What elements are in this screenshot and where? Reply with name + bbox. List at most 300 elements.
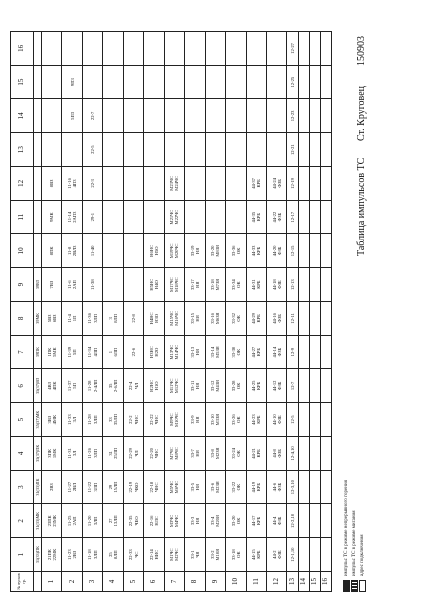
table-cell bbox=[123, 200, 143, 234]
table-row bbox=[226, 32, 246, 592]
table-cell bbox=[205, 32, 225, 66]
table-cell: 11-40 bbox=[82, 234, 102, 268]
column-header: 7 bbox=[11, 335, 34, 369]
table-cell: 11-6 2АП bbox=[62, 268, 82, 302]
table-cell bbox=[266, 32, 286, 66]
table-cell: 12-11 bbox=[287, 302, 298, 336]
table-cell bbox=[42, 133, 62, 167]
row-number: 7 bbox=[164, 572, 184, 592]
column-header: 6 bbox=[11, 369, 34, 403]
table-cell bbox=[226, 32, 246, 66]
table-cell: М9ЧС М10ЧС bbox=[164, 403, 184, 437]
table-cell bbox=[103, 99, 123, 133]
table-cell bbox=[205, 133, 225, 167]
table-cell bbox=[42, 99, 62, 133]
column-header: 10 bbox=[11, 234, 34, 268]
table-cell: Н2НС Н1О bbox=[144, 369, 164, 403]
table-cell: 33-14 М5ЗЯ bbox=[205, 335, 225, 369]
table-cell: 3ПК 1МК bbox=[42, 437, 62, 471]
table-cell bbox=[320, 504, 331, 538]
table-cell: 33-13 НЯ bbox=[185, 335, 205, 369]
table-cell: 11-16 4П3 bbox=[62, 167, 82, 201]
table-cell: 33-6 М2ЗЯ bbox=[205, 470, 225, 504]
table-cell: 33-3 НЯ bbox=[185, 504, 205, 538]
table-cell: 11-38 bbox=[82, 268, 102, 302]
table-cell: 12-7 bbox=[287, 369, 298, 403]
table-cell: 44-19 КРБ bbox=[246, 470, 266, 504]
table-cell bbox=[320, 234, 331, 268]
table-cell bbox=[320, 335, 331, 369]
table-cell: 27 13ЛП bbox=[103, 504, 123, 538]
table-cell: 44-29 КРБ bbox=[246, 302, 266, 336]
table-cell bbox=[42, 65, 62, 99]
subheader-cell: 39ВЗ bbox=[34, 268, 42, 302]
table-cell bbox=[246, 65, 266, 99]
legend-text: адрес подключения bbox=[359, 534, 365, 576]
table-cell bbox=[298, 200, 309, 234]
table-cell: 12-23 bbox=[287, 99, 298, 133]
table-cell: М1ЧС М2ЧС bbox=[164, 538, 184, 572]
table-cell bbox=[246, 99, 266, 133]
table-cell: 22-5 bbox=[82, 133, 102, 167]
table-cell: 23ПК 23МК bbox=[42, 504, 62, 538]
table-cell bbox=[309, 335, 320, 369]
table-cell bbox=[320, 99, 331, 133]
table-cell bbox=[298, 234, 309, 268]
legend-swatch bbox=[359, 580, 366, 592]
table-cell bbox=[320, 32, 331, 66]
table-cell bbox=[185, 167, 205, 201]
table-cell: 33-18 М7ЗЯ bbox=[205, 268, 225, 302]
table-cell: 33-2 М10Я bbox=[205, 538, 225, 572]
table-cell bbox=[298, 133, 309, 167]
table-cell: 22-3 bbox=[82, 167, 102, 201]
table-cell: 9МК bbox=[42, 200, 62, 234]
table-cell bbox=[309, 302, 320, 336]
table-cell: 5П3 bbox=[62, 99, 82, 133]
subheader-cell bbox=[34, 65, 42, 99]
table-cell bbox=[309, 167, 320, 201]
table-cell: 8ПК bbox=[42, 234, 62, 268]
table-cell bbox=[309, 234, 320, 268]
subheader-cell bbox=[34, 200, 42, 234]
table-row bbox=[298, 32, 309, 592]
table-cell bbox=[185, 200, 205, 234]
table-cell: М23ЧС М24ЧС bbox=[164, 167, 184, 201]
table-cell: 33-12 М4ЗЯ bbox=[205, 369, 225, 403]
table-cell: 12-27 bbox=[287, 32, 298, 66]
table-cell bbox=[246, 133, 266, 167]
table-cell: 11-27 2ВЛ bbox=[62, 470, 82, 504]
row-number: 6 bbox=[144, 572, 164, 592]
table-cell: 11-4 1П bbox=[62, 302, 82, 336]
table-row bbox=[123, 32, 143, 592]
table-cell bbox=[298, 167, 309, 201]
table-cell bbox=[103, 268, 123, 302]
table-cell bbox=[226, 99, 246, 133]
table-cell bbox=[103, 133, 123, 167]
column-header: 1 bbox=[11, 538, 34, 572]
subheader-cell: 31(33)МК bbox=[34, 504, 42, 538]
table-cell: 11-33 3Л bbox=[62, 403, 82, 437]
row-number: 12 bbox=[266, 572, 286, 592]
table-cell: 11-39 5П bbox=[62, 335, 82, 369]
table-cell: 12-19 bbox=[287, 167, 298, 201]
table-cell: 22-16 НЛС bbox=[144, 504, 164, 538]
table-cell: 33-22 ОК bbox=[226, 470, 246, 504]
table-cell: 33-34 ОК bbox=[226, 268, 246, 302]
table-cell: 44-10 ФЗБ bbox=[266, 403, 286, 437]
impulse-table bbox=[10, 31, 332, 592]
table-cell: 22-33 ЧС bbox=[123, 538, 143, 572]
table-cell bbox=[205, 167, 225, 201]
table-cell: 33-20 М8ЗЯ bbox=[205, 234, 225, 268]
table-cell: 22-4 ЧЛ bbox=[123, 369, 143, 403]
table-cell bbox=[144, 32, 164, 66]
column-header: 9 bbox=[11, 268, 34, 302]
table-cell bbox=[123, 268, 143, 302]
table-cell bbox=[103, 65, 123, 99]
table-cell: 8ВЗ bbox=[42, 167, 62, 201]
table-row bbox=[82, 32, 102, 592]
table-cell: 33-8 М2ЗЯ bbox=[205, 437, 225, 471]
table-cell bbox=[298, 335, 309, 369]
table-cell bbox=[144, 65, 164, 99]
column-header: 4 bbox=[11, 437, 34, 471]
table-cell: 33-26 ОК bbox=[226, 403, 246, 437]
table-cell bbox=[320, 200, 331, 234]
table-cell: 11-31 3Л bbox=[62, 437, 82, 471]
column-header-row bbox=[11, 32, 34, 592]
table-cell: 22-8 bbox=[123, 302, 143, 336]
table-cell: 3ВЗ 4МК bbox=[42, 403, 62, 437]
table-cell bbox=[144, 200, 164, 234]
subheader-cell bbox=[34, 32, 42, 66]
table-cell bbox=[309, 504, 320, 538]
column-header: 13 bbox=[11, 133, 34, 167]
table-cell: 4ВЗ 4ПК bbox=[42, 369, 62, 403]
table-cell bbox=[309, 369, 320, 403]
table-cell: 22-7 bbox=[82, 99, 102, 133]
table-row bbox=[62, 32, 82, 592]
table-cell: 33-4 М20Я bbox=[205, 504, 225, 538]
table-cell: М19ЧС М20ЧС bbox=[164, 234, 184, 268]
legend bbox=[342, 332, 366, 592]
table-cell: 22-19 ЧКО bbox=[123, 470, 143, 504]
row-number: 1 bbox=[42, 572, 62, 592]
legend-entry bbox=[342, 332, 350, 592]
table-cell: 12-25 bbox=[287, 65, 298, 99]
table-cell: 44-18 ФЗБ bbox=[266, 268, 286, 302]
table-cell: Н5НС Н4О bbox=[144, 268, 164, 302]
legend-entry bbox=[358, 332, 366, 592]
table-cell: 12-5 bbox=[287, 403, 298, 437]
table-cell bbox=[320, 437, 331, 471]
table-cell bbox=[103, 32, 123, 66]
table-cell: М7ЧС М8ЧС bbox=[164, 437, 184, 471]
table-cell: 11-25 2АП bbox=[62, 504, 82, 538]
table-cell: 12-9 bbox=[287, 335, 298, 369]
corner-header: № пусков гр. bbox=[11, 572, 34, 592]
table-cell bbox=[309, 470, 320, 504]
table-cell: 11-20 3ЛП bbox=[82, 504, 102, 538]
table-cell bbox=[226, 133, 246, 167]
table-cell: 33 35ЛП bbox=[103, 403, 123, 437]
table-cell bbox=[298, 538, 309, 572]
row-number: 11 bbox=[246, 572, 266, 592]
table-cell: 33-30 ОК bbox=[226, 335, 246, 369]
row-number: 10 bbox=[226, 572, 246, 592]
table-cell: 22-6 bbox=[123, 335, 143, 369]
table-cell bbox=[298, 403, 309, 437]
table-cell: М15ЧС М16ЧС bbox=[164, 302, 184, 336]
table-row bbox=[144, 32, 164, 592]
table-cell: М13ЧС М14ЧС bbox=[164, 335, 184, 369]
table-cell: 33-28 ОК bbox=[226, 369, 246, 403]
table-cell bbox=[123, 32, 143, 66]
table-cell bbox=[309, 437, 320, 471]
subheader-cell: 31(33)ПК bbox=[34, 470, 42, 504]
table-cell bbox=[123, 99, 143, 133]
table-cell: 11-26 3ЛП bbox=[82, 437, 102, 471]
table-cell bbox=[309, 32, 320, 66]
table-cell: М21ЧС М22ЧС bbox=[164, 200, 184, 234]
table-row bbox=[309, 32, 320, 592]
table-cell: 11-18 3ЛП bbox=[82, 538, 102, 572]
table-cell: 5ВЗ 6ВЗ bbox=[42, 302, 62, 336]
table-cell: 22-35 ЧЕО bbox=[123, 504, 143, 538]
table-cell: 11-23 2ВЗ bbox=[62, 538, 82, 572]
table-cell: 11-36 3ЛП bbox=[82, 302, 102, 336]
table-cell bbox=[246, 32, 266, 66]
table-cell: 33-9 НЯ bbox=[185, 403, 205, 437]
table-cell bbox=[164, 32, 184, 66]
table-cell: 33-11 НЯ bbox=[185, 369, 205, 403]
column-header: 15 bbox=[11, 65, 34, 99]
table-cell bbox=[205, 200, 225, 234]
column-header: 2 bbox=[11, 504, 34, 538]
table-cell bbox=[144, 167, 164, 201]
table-cell: Н3НС Н2О bbox=[144, 335, 164, 369]
table-cell: 7ВЗ bbox=[42, 268, 62, 302]
table-cell: 44-16 ФЗБ bbox=[266, 302, 286, 336]
table-cell: 44-22 ФЗБ bbox=[266, 200, 286, 234]
table-cell bbox=[42, 32, 62, 66]
table-cell bbox=[123, 133, 143, 167]
table-cell: 35 2-6ЛП bbox=[103, 369, 123, 403]
table-cell bbox=[320, 268, 331, 302]
table-cell bbox=[309, 538, 320, 572]
subheader-cell bbox=[34, 234, 42, 268]
table-cell bbox=[320, 538, 331, 572]
table-row bbox=[266, 32, 286, 592]
table-cell: 22-14 НИС bbox=[144, 538, 164, 572]
table-cell bbox=[205, 99, 225, 133]
table-cell bbox=[266, 133, 286, 167]
table-cell bbox=[82, 65, 102, 99]
table-cell bbox=[144, 99, 164, 133]
table-cell bbox=[320, 167, 331, 201]
table-cell: 44-17 КРБ bbox=[246, 504, 266, 538]
page-number: 150903 bbox=[356, 36, 367, 66]
subheader-cell: 35(37)ПК bbox=[34, 437, 42, 471]
table-cell bbox=[309, 133, 320, 167]
table-cell: 44-2 ФЗБ bbox=[266, 538, 286, 572]
table-cell: М5ЧС М6ЧС bbox=[164, 470, 184, 504]
table-cell: М3ЧС М4ЧС bbox=[164, 504, 184, 538]
table-cell bbox=[226, 167, 246, 201]
table-cell bbox=[123, 234, 143, 268]
table-cell: 3 8ЛП bbox=[103, 302, 123, 336]
table-cell bbox=[320, 302, 331, 336]
table-cell: 11-28 2-4ЛП bbox=[82, 369, 102, 403]
table-cell bbox=[123, 167, 143, 201]
table-cell bbox=[266, 99, 286, 133]
table-cell: 44-37 КРБ bbox=[246, 167, 266, 201]
column-header: 12 bbox=[11, 167, 34, 201]
table-cell bbox=[123, 65, 143, 99]
row-number: 9 bbox=[205, 572, 225, 592]
table-cell bbox=[298, 470, 309, 504]
table-cell: 12-15 bbox=[287, 234, 298, 268]
column-header: 16 bbox=[11, 32, 34, 66]
table-cell bbox=[298, 268, 309, 302]
table-cell: 22-20 ЧНС bbox=[144, 437, 164, 471]
table-row bbox=[246, 32, 266, 592]
table-cell: 12-2,10 bbox=[287, 504, 298, 538]
table-cell: 33-19 НЯ bbox=[185, 234, 205, 268]
table-cell bbox=[309, 403, 320, 437]
table-cell: 25 8ЛП bbox=[103, 538, 123, 572]
table-cell bbox=[320, 65, 331, 99]
subheader-cell: 35(37)МК bbox=[34, 403, 42, 437]
table-cell bbox=[309, 200, 320, 234]
row-number: 8 bbox=[185, 572, 205, 592]
table-cell bbox=[144, 133, 164, 167]
table-cell: 31 25ЛП bbox=[103, 437, 123, 471]
row-number: 15 bbox=[309, 572, 320, 592]
table-cell bbox=[164, 133, 184, 167]
table-cell bbox=[298, 32, 309, 66]
table-cell: 11-8 2ВЛ3 bbox=[62, 234, 82, 268]
row-number: 4 bbox=[103, 572, 123, 592]
table-cell: 44-35 КРБ bbox=[246, 200, 266, 234]
table-cell bbox=[320, 369, 331, 403]
subheader-row bbox=[34, 32, 42, 592]
table-cell: 44-33 КРБ bbox=[246, 234, 266, 268]
table-row bbox=[287, 32, 298, 592]
table-cell: 44-23 КРБ bbox=[246, 403, 266, 437]
table-cell: 44-4 ФЗБ bbox=[266, 504, 286, 538]
table-cell: 1ПК 5МК bbox=[42, 335, 62, 369]
subheader-cell bbox=[34, 99, 42, 133]
table-cell: 44-6 ФЗБ bbox=[266, 470, 286, 504]
table-cell: 44-8 ФЗБ bbox=[266, 437, 286, 471]
table-cell: 11-14 2АП3 bbox=[62, 200, 82, 234]
subheader-cell: 39МК bbox=[34, 302, 42, 336]
table-cell: 29-1 bbox=[82, 200, 102, 234]
table-cell: 9П3 bbox=[62, 65, 82, 99]
subheader-cell: 35(37)ВЗ bbox=[34, 369, 42, 403]
table-cell bbox=[298, 99, 309, 133]
table-row bbox=[103, 32, 123, 592]
table-cell: 44-24 ФЗБ bbox=[266, 167, 286, 201]
table-body bbox=[42, 32, 332, 592]
subheader-cell bbox=[34, 133, 42, 167]
legend-text: импульс ТС в режиме непрерывного горения bbox=[343, 480, 349, 576]
table-row bbox=[185, 32, 205, 592]
table-cell bbox=[309, 268, 320, 302]
column-header: 5 bbox=[11, 403, 34, 437]
table-cell: 33-16 М6ЗЯ bbox=[205, 302, 225, 336]
table-cell: 33-15 НЯ bbox=[185, 302, 205, 336]
row-number: 14 bbox=[298, 572, 309, 592]
table-cell bbox=[226, 200, 246, 234]
table-cell bbox=[298, 437, 309, 471]
table-cell: Н6НС Н5О bbox=[144, 234, 164, 268]
table-cell bbox=[185, 99, 205, 133]
column-header: 8 bbox=[11, 302, 34, 336]
table-cell bbox=[309, 65, 320, 99]
table-cell: 44-14 ФЗБ bbox=[266, 335, 286, 369]
table-cell: 44-12 ФЗБ bbox=[266, 369, 286, 403]
table-cell: 33-36 ОК bbox=[226, 234, 246, 268]
table-cell: 22-18 ЧНС bbox=[144, 470, 164, 504]
table-cell: 33-10 М3ЗЯ bbox=[205, 403, 225, 437]
table-cell: 11-34 4ЛП bbox=[82, 335, 102, 369]
table-cell: 12-21 bbox=[287, 133, 298, 167]
table-cell: 44-27 КРБ bbox=[246, 335, 266, 369]
table-cell: 12-3,10 bbox=[287, 470, 298, 504]
table-cell: 33-1 ЧЯ bbox=[185, 538, 205, 572]
table-cell: 33-18 ОК bbox=[226, 538, 246, 572]
subheader-corner bbox=[34, 572, 42, 592]
table-cell bbox=[62, 133, 82, 167]
table-cell bbox=[298, 369, 309, 403]
column-header: 14 bbox=[11, 99, 34, 133]
table-cell bbox=[309, 99, 320, 133]
table-row bbox=[320, 32, 331, 592]
table-cell bbox=[164, 99, 184, 133]
table-row bbox=[205, 32, 225, 592]
row-number: 3 bbox=[82, 572, 102, 592]
station-name: Ст. Круговец bbox=[356, 86, 367, 141]
table-cell bbox=[82, 32, 102, 66]
table-cell: 33-20 ОК bbox=[226, 504, 246, 538]
table-row bbox=[42, 32, 62, 592]
table-cell bbox=[185, 133, 205, 167]
table-cell: Н4НС Н3О bbox=[144, 302, 164, 336]
table-cell: 44-31 КРБ bbox=[246, 268, 266, 302]
table-cell bbox=[185, 65, 205, 99]
subheader-cell bbox=[34, 167, 42, 201]
table-cell bbox=[62, 32, 82, 66]
subheader-cell: 31(33)ПК bbox=[34, 538, 42, 572]
table-cell: 11-28 3ЛП bbox=[82, 403, 102, 437]
table-cell bbox=[298, 302, 309, 336]
column-header: 3 bbox=[11, 470, 34, 504]
row-number: 16 bbox=[320, 572, 331, 592]
table-cell: 2ВЗ bbox=[42, 470, 62, 504]
table-row bbox=[164, 32, 184, 592]
table-cell: 11-37 5П bbox=[62, 369, 82, 403]
table-cell: 33-32 ОК bbox=[226, 302, 246, 336]
table-cell bbox=[298, 65, 309, 99]
table-cell: 33-5 НЯ bbox=[185, 470, 205, 504]
table-cell: 33-17 НЯ bbox=[185, 268, 205, 302]
subheader-cell: 39ПК bbox=[34, 335, 42, 369]
table-cell: 33-24 ОК bbox=[226, 437, 246, 471]
